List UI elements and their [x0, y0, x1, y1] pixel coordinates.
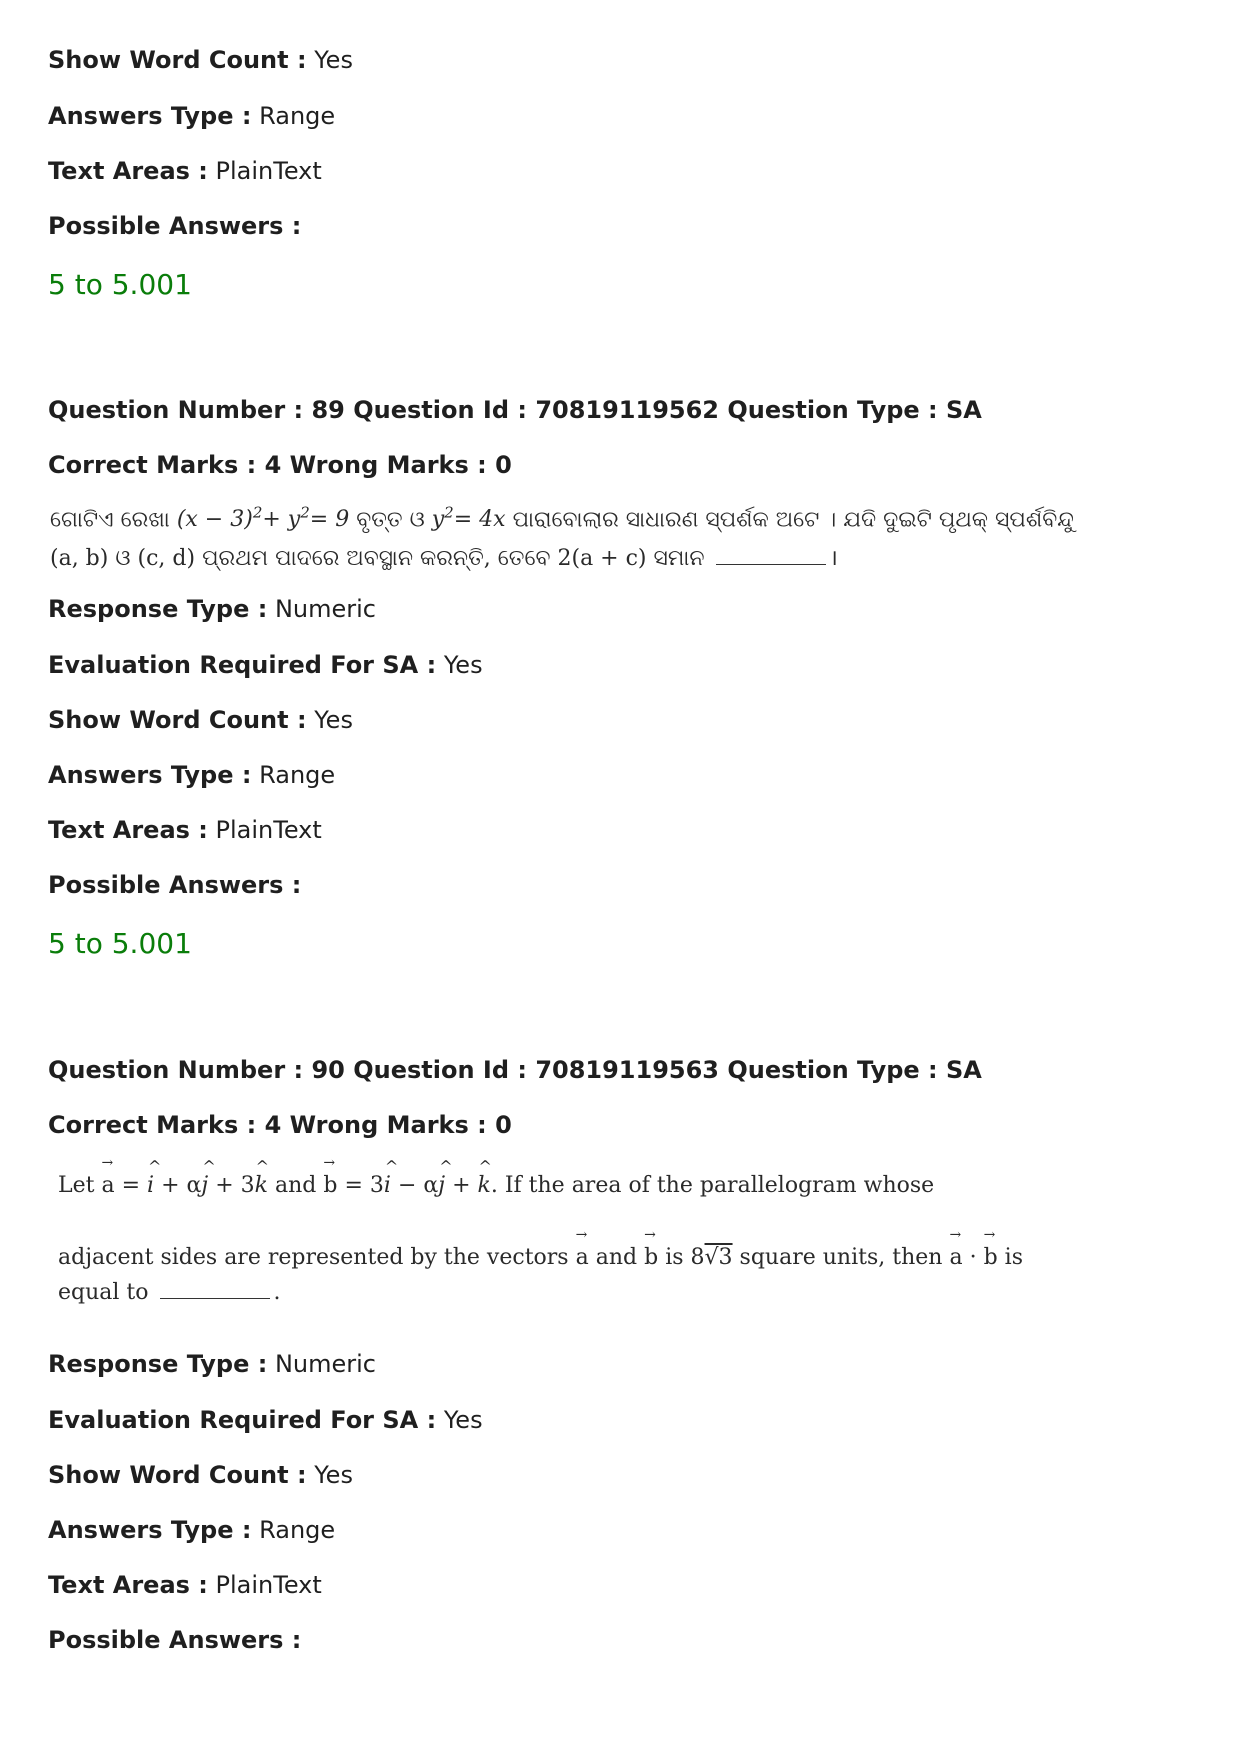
field-label: Show Word Count :	[48, 706, 307, 734]
show-word-count-row	[48, 45, 353, 75]
question-header: Question Number : 89 Question Id : 70819119562 Question Type : SA	[48, 396, 982, 424]
text-areas-row	[48, 156, 322, 186]
response-type-row	[48, 594, 376, 624]
vector-b: → b	[323, 1173, 337, 1198]
math-expression: 2(a + c)	[557, 546, 647, 571]
field-value: Range	[259, 761, 336, 789]
field-label: Show Word Count :	[48, 46, 307, 74]
response-type-row	[48, 1349, 376, 1379]
vector-b: → b	[984, 1245, 998, 1270]
exponent: 2	[444, 504, 454, 522]
field-value: Range	[259, 1516, 336, 1544]
evaluation-row	[48, 1405, 483, 1435]
field-label: Response Type :	[48, 595, 268, 623]
show-word-count-row	[48, 705, 353, 735]
field-label: Text Areas :	[48, 157, 208, 185]
field-label: Possible Answers :	[48, 212, 302, 240]
question-text-line-1	[50, 504, 1074, 532]
field-value: Yes	[314, 46, 353, 74]
vector-a: → a	[576, 1245, 589, 1270]
vector-a: → a	[101, 1173, 114, 1198]
field-label: Answers Type :	[48, 102, 252, 130]
text-areas-row	[48, 815, 322, 845]
answers-type-row	[48, 1515, 335, 1545]
unit-vector-j: ^ j	[201, 1173, 208, 1198]
unit-vector-k: ^ k	[255, 1173, 268, 1198]
unit-vector-k: ^ k	[478, 1173, 491, 1198]
text: equal to	[58, 1280, 149, 1305]
odia-text: ଗୋଟିଏ ରେଖା	[50, 507, 170, 533]
field-value: Yes	[314, 706, 353, 734]
text: =	[121, 1173, 141, 1198]
odia-text: ପ୍ରଥମ ପାଦରେ ଅବସ୍ଥାନ କରନ୍ତି, ତେବେ	[202, 546, 551, 571]
text: is	[1004, 1245, 1023, 1270]
dot-operator: ·	[969, 1245, 977, 1270]
unit-vector-i: ^ i	[147, 1173, 154, 1198]
text: Let	[58, 1173, 95, 1198]
field-label: Answers Type :	[48, 1516, 252, 1544]
field-value: Yes	[443, 651, 483, 679]
show-word-count-row	[48, 1460, 353, 1490]
answers-type-row	[48, 760, 335, 790]
odia-text: ବୃତ୍ତ ଓ	[356, 507, 425, 533]
text: .	[273, 1280, 281, 1305]
math-part: = 9	[309, 507, 350, 533]
vector-b: → b	[644, 1245, 658, 1270]
math-part: (x − 3)	[176, 507, 253, 533]
exponent: 2	[252, 504, 263, 522]
text: + α	[161, 1173, 202, 1198]
possible-answer-value: 5 to 5.001	[48, 268, 192, 301]
field-value: PlainText	[215, 816, 322, 844]
text: and	[275, 1173, 317, 1198]
vector-a: → a	[949, 1245, 962, 1270]
math-part: + y	[262, 507, 301, 533]
text-areas-row	[48, 1570, 322, 1600]
unit-vector-i: ^ i	[384, 1173, 391, 1198]
answers-type-row	[48, 101, 335, 131]
field-label: Evaluation Required For SA :	[48, 1406, 437, 1434]
odia-text: ପାରାବୋଲାର ସାଧାରଣ ସ୍ପର୍ଶକ ଅଟେ । ଯଦି ଦୁଇଟି ପୃଥକ୍ ସ୍ପର୍ଶବିନ୍ଦୁ	[512, 507, 1074, 533]
field-label: Possible Answers :	[48, 871, 302, 899]
answer-blank	[160, 1281, 270, 1299]
odia-text: ।	[829, 546, 838, 571]
math-parabola-eq	[431, 504, 506, 533]
question-text-line-3	[58, 1280, 281, 1305]
answer-blank	[716, 547, 826, 565]
text: +	[452, 1173, 471, 1198]
text: adjacent sides are represented by the vectors	[58, 1245, 569, 1270]
field-label: Response Type :	[48, 1350, 268, 1378]
exponent: 2	[300, 504, 310, 522]
field-value: Numeric	[274, 595, 376, 623]
field-label: Possible Answers :	[48, 1626, 302, 1654]
text: + 3	[215, 1173, 255, 1198]
field-value: PlainText	[215, 1571, 322, 1599]
evaluation-row	[48, 650, 483, 680]
field-value: Range	[259, 102, 336, 130]
field-label: Text Areas :	[48, 816, 208, 844]
question-text-line-2	[50, 542, 838, 572]
field-label: Answers Type :	[48, 761, 252, 789]
odia-text: ସମାନ	[653, 546, 705, 571]
text: is 8	[665, 1245, 705, 1270]
math-point: (a, b)	[50, 546, 109, 571]
question-header: Question Number : 90 Question Id : 70819119563 Question Type : SA	[48, 1056, 982, 1084]
text: = 3	[344, 1173, 384, 1198]
field-value: Yes	[443, 1406, 483, 1434]
text: and	[595, 1245, 638, 1270]
unit-vector-j: ^ j	[438, 1173, 445, 1198]
math-circle-eq	[176, 504, 350, 533]
text: square units, then	[739, 1245, 943, 1270]
question-marks: Correct Marks : 4 Wrong Marks : 0	[48, 1111, 512, 1139]
field-value: Yes	[314, 1461, 353, 1489]
possible-answers-row	[48, 211, 301, 241]
text: . If the area of the parallelogram whose	[490, 1173, 935, 1198]
question-text-line-1	[58, 1173, 934, 1198]
question-text-line-2	[58, 1245, 1023, 1270]
math-part: = 4x	[453, 507, 506, 533]
odia-text: ଓ	[115, 546, 131, 571]
math-point: (c, d)	[137, 546, 196, 571]
field-label: Show Word Count :	[48, 1461, 307, 1489]
possible-answer-value: 5 to 5.001	[48, 927, 192, 960]
field-value: Numeric	[274, 1350, 376, 1378]
field-label: Evaluation Required For SA :	[48, 651, 437, 679]
math-part: y	[431, 507, 445, 533]
question-marks: Correct Marks : 4 Wrong Marks : 0	[48, 451, 512, 479]
possible-answers-row	[48, 870, 301, 900]
possible-answers-row	[48, 1625, 301, 1655]
field-label: Text Areas :	[48, 1571, 208, 1599]
sqrt-expression: √3	[704, 1245, 733, 1270]
field-value: PlainText	[215, 157, 322, 185]
text: − α	[397, 1173, 439, 1198]
